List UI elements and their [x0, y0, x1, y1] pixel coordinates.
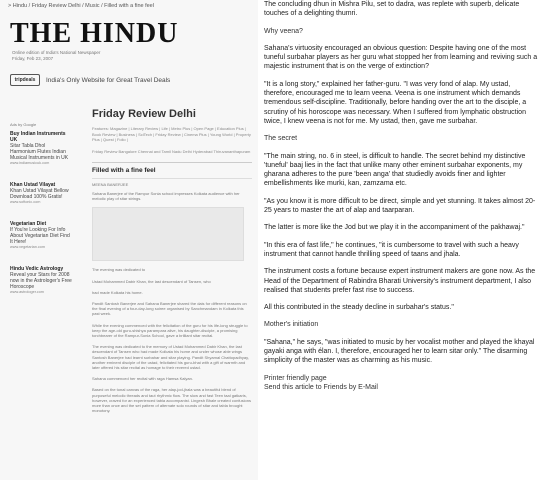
ad-url[interactable]: www.vegetarian.com: [10, 245, 46, 249]
edition-date: Friday, Feb 23, 2007: [12, 56, 54, 61]
ad-body: If You're Looking For Info About Vegetarian Diet Find It Here!: [10, 227, 70, 245]
subheading: Why veena?: [264, 27, 303, 35]
features-nav[interactable]: Features: Magazine | Literary Review | Life | Metro Plus | Open Page | Education Plus | Book Review | Business | SciTech | Friday Review | Cinema Plus | Young World | Property Plus | Quest | Folio |: [92, 126, 251, 142]
article-paragraph: "In this era of fast life," he continues, "it is cumbersome to travel with such a heavy instrument that cannot handle thrilling speed of taans and jhala.: [264, 241, 519, 258]
body-paragraph: Sahana commenced her recital with raga Hamsa Kalyan.: [92, 376, 193, 382]
body-paragraph: While the evening commenced with the felicitation of the guru for his life-long struggle to keep the age-old guru-shishya parampara alive, his daughter-disciple, a promising torchbearer of the Rampur-Sonia School, gave a brilliant sitar recital.: [92, 322, 248, 339]
photo-caption: The evening was dedicated to: [92, 267, 146, 273]
google-ads-column: [10, 122, 72, 311]
article-column: [92, 108, 252, 419]
article-paragraph: The instrument costs a fortune because expert instrument makers are gone now. As the Head of the Department of Rabindra Bharati University's instrument department, I also realised that students prefer fast rise to success.: [264, 268, 536, 294]
ad-url[interactable]: www.indiamusicuk.com: [10, 161, 50, 165]
ad-item[interactable]: [10, 131, 72, 166]
article-paragraph: "It is a long story," explained her father-guru. "I was very fond of alap. My ustad, therefore, encouraged me to learn veena. Veena is one instrument which demands tremendous self-discipline. Traditionally, before handing over the art to the disciple, a scrutiny of his horoscope was necessary. When I suffered from lymphatic obstruction twice, I knew veena is not for me. My ustad, then, gave me surbahar.: [264, 80, 527, 125]
ad-item[interactable]: [10, 266, 72, 295]
article-paragraph: "The main string, no. 6 in steel, is difficult to handle. The secret behind my distinctive 'tuneful' baaj lies in the fact that unlike many other eminent surbahar exponents, my gharana adheres to the pure 'been anga' that studiedly avoids finer and lighter embellishments like murki, kan, zamzama etc.: [264, 152, 526, 188]
ad-item[interactable]: [10, 182, 72, 205]
ads-by-google: Ads by Google: [10, 122, 37, 127]
article-paragraph: "Sahana," he says, "was initiated to music by her vocalist mother and played the khayal gayaki anga with élan. I, therefore, encouraged her to learn sitar only." The disarming simplicity of the master was as charming as his music.: [264, 338, 535, 365]
breadcrumb: > Hindu / Friday Review Delhi / Music / Filled with a fine feel: [8, 3, 154, 9]
photo-caption: had made Kolkata his home.: [92, 289, 143, 295]
ad-body: Khan Ustad Vilayat Bellow Download 100% Gratis!: [10, 188, 69, 200]
masthead-tagline: Online edition of India's National Newspaper: [12, 50, 101, 55]
body-paragraph: Based on the tonal canvas of the raga, her alap-jod-jhala was a beautiful blend of purposeful melodic threads and taut rhythmic flow. The slow and fast Teen taal gatkaris, however, craved for an experienced tabla accompanist. Lingesh Bhale created confusions more than once and the set pattern of alternate solo rounds of sitar and tabla brought monotony.: [92, 387, 251, 414]
section-title: Friday Review Delhi: [92, 108, 196, 120]
article-paragraph: The latter is more like the Jod but we play it in the accompaniment of the pakhawaj.": [264, 224, 525, 232]
banner-text: India's Only Website for Great Travel Deals: [46, 76, 171, 84]
article-paragraph: The concluding dhun in Mishra Pilu, set to dadra, was replete with superb, delicate touches of a delighting thumri.: [264, 1, 520, 18]
ad-item[interactable]: [10, 221, 72, 250]
ad-title[interactable]: Vegetarian Diet: [10, 221, 47, 227]
right-page-scan: [264, 0, 539, 480]
article-byline: MEENA BANERJEE: [92, 178, 252, 187]
ad-title[interactable]: Buy Indian Instruments UK: [10, 131, 66, 143]
ad-body: Sitar Tabla Dhol Harmonium Flutes Indian Musical Instruments in UK: [10, 143, 69, 161]
travel-banner-ad[interactable]: [10, 74, 250, 86]
ad-url[interactable]: www.astrologer.com: [10, 290, 44, 294]
ad-title[interactable]: Khan Ustad Vilayat: [10, 182, 56, 188]
email-article-link[interactable]: Send this article to Friends by E-Mail: [264, 383, 378, 391]
newspaper-masthead: THE HINDU: [10, 18, 179, 49]
article-title: Filled with a fine feel: [92, 162, 252, 174]
edition-nav[interactable]: Friday Review Bangalore Chennai and Tamil Nadu Delhi Hyderabad Thiruvananthapuram: [92, 148, 251, 154]
article-paragraph: Sahana's virtuosity encouraged an obvious question: Despite having one of the most tuneful surbahar players as her guru what stopped her from learning and reviving such a majestic instrument that is on the verge of extinction?: [264, 44, 538, 71]
body-paragraph: Pandit Santosh Banerjee and Sahana Banerjee shared the dais for different reasons on the final evening of a four-day-long soiree organised by Sanchmandam in Kolkata this past week.: [92, 301, 247, 317]
left-page-scan: [0, 0, 258, 480]
body-paragraph: The evening was dedicated to the memory of Ustad Mohammed Dabir Khan, the last descendant of Tansen who had made Kolkata his home and under whose able wings Santosh Banerjee had learnt surbahar and sitar playing. Pandit Shyamal Chattopadhyay, another eminent disciple of the ustad, felicitated his guru-bhai with a gift of warmth and later offered his sitar recital as homage to their revered ustad.: [92, 344, 249, 371]
photo-caption: Ustad Mohammed Dabir Khan, the last descendant of Tansen, who: [92, 278, 211, 284]
article-paragraph: "As you know it is more difficult to be direct, simple and yet stunning. It takes almost 20-25 years to master the art of alap and taarparan.: [264, 197, 536, 215]
article-deck: Sahana Banerjee of the Rampur Sonia school impresses Kolkata audience with her melodic play of sitar strings.: [92, 191, 240, 202]
ad-body: Reveal your Stars for 2008 now in the Astrologer's Free Horoscope: [10, 272, 72, 290]
subheading: The secret: [264, 135, 298, 143]
ad-title[interactable]: Hindu Vedic Astrology: [10, 266, 64, 272]
printer-friendly-link[interactable]: Printer friendly page: [264, 374, 327, 382]
ad-url[interactable]: www.softonic.com: [10, 200, 41, 204]
article-photo: [92, 207, 244, 261]
article-paragraph: All this contributed in the steady decline in surbahar's status.": [264, 304, 454, 312]
banner-logo: tripdeals: [10, 74, 40, 86]
subheading: Mother's initiation: [264, 321, 319, 329]
